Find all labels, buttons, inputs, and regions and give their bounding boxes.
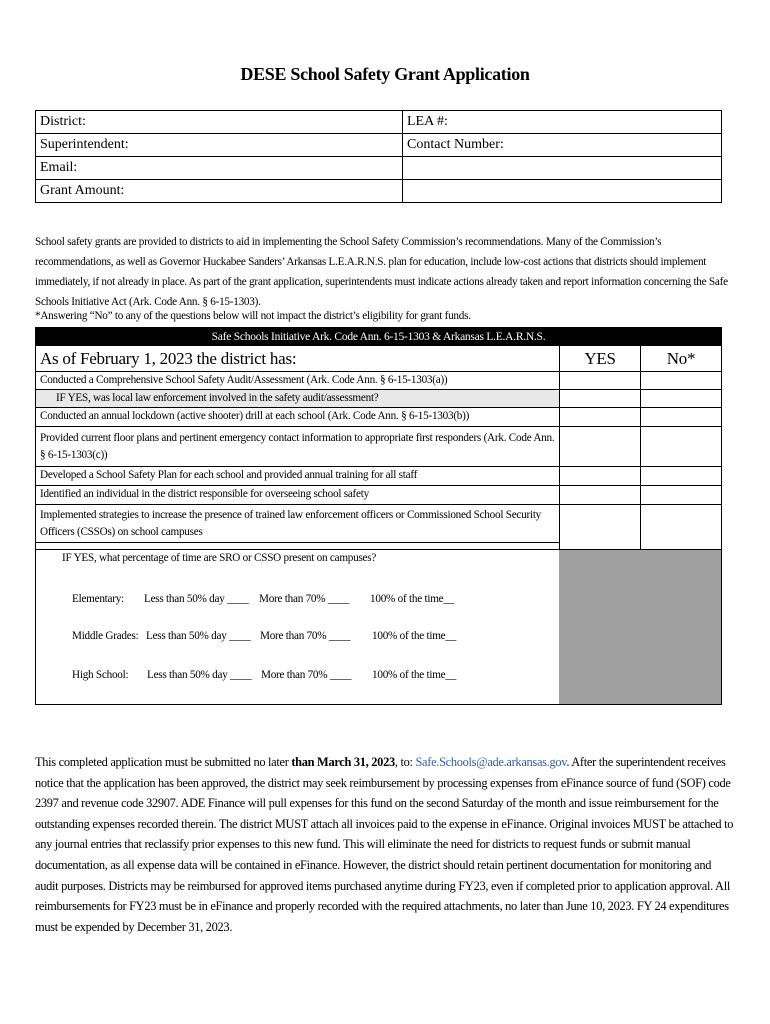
level-option[interactable]: More than 70% ____	[261, 669, 352, 681]
deadline-text: than March 31, 2023	[291, 755, 395, 769]
table-banner: Safe Schools Initiative Ark. Code Ann. 6-15-1303 & Arkansas L.E.A.R.N.S.	[36, 328, 721, 346]
level-option[interactable]: More than 70% ____	[259, 593, 350, 605]
empty-cell	[403, 180, 722, 203]
intro-paragraph: School safety grants are provided to districts to aid in implementing the School Safety Commission’s recommendations. Many of the Commission’s recommendations, as well as Governor Huckabee Sanders’ Arkansas L.E.A.R.N.S. plan for education, include low-cost actions that districts should implement immediately, if not already in place. As part of the grant application, superintendents must indicate actions already taken and report information concerning the Safe Schools Initiative Act (Ark. Code Ann. § 6-15-1303).	[35, 236, 728, 308]
divider	[559, 407, 721, 408]
submission-instructions	[35, 752, 737, 937]
table-row	[36, 372, 559, 390]
level-option[interactable]: 100% of the time__	[370, 593, 455, 605]
divider	[559, 504, 721, 505]
instructions-text: This completed application must be submitted no later	[35, 755, 292, 769]
column-divider	[640, 372, 641, 550]
level-option[interactable]: More than 70% ____	[260, 630, 351, 642]
shaded-cell	[559, 549, 721, 704]
table-row	[36, 550, 559, 570]
table-row	[36, 390, 559, 408]
applicant-info-table	[35, 110, 722, 203]
level-option[interactable]: Less than 50% day ____	[144, 593, 249, 605]
no-header: No*	[640, 346, 721, 372]
level-option[interactable]: 100% of the time__	[372, 669, 457, 681]
level-option[interactable]: Less than 50% day ____	[147, 669, 252, 681]
safety-checklist-table	[35, 327, 722, 705]
divider	[559, 389, 721, 390]
row-label: Identified an individual in the district responsible for overseeing school safety	[40, 488, 369, 500]
empty-cell	[403, 157, 722, 180]
instructions-text: . After the superintendent receives notice that the application has been approved, the district may seek reimbursement by processing expenses from eFinance source of fund (SOF) code 2397 and revenue code 32907. ADE Finance will pull expenses for this fund on the second Saturday of the month and issue reimbursement for the outstanding expenses recorded therein. The district MUST attach all invoices paid to the expense in eFinance. Original invoices MUST be attached to any journal entries that reclassify prior expenses to this new fund. This will eliminate the need for districts to request funds or submit manual documentation, as all expense data will be contained in eFinance. However, the district should retain pertinent documentation for monitoring and audit purposes. Districts may be reimbursed for approved items purchased anytime during FY23, even if completed prior to application approval. All reimbursements for FY23 must be in eFinance and properly recorded with the required attachments, no later than June 10, 2023. FY 24 expenditures must be expended by December 31, 2023.	[35, 755, 734, 934]
district-field[interactable]: District:	[36, 111, 403, 134]
row-label: IF YES, was local law enforcement involved in the safety audit/assessment?	[56, 392, 379, 404]
level-option[interactable]: Less than 50% day ____	[146, 630, 251, 642]
divider	[559, 485, 721, 486]
grant-amount-field[interactable]: Grant Amount:	[36, 180, 403, 203]
level-option[interactable]: 100% of the time__	[372, 630, 457, 642]
divider	[559, 466, 721, 467]
yes-header: YES	[559, 346, 640, 372]
table-row	[36, 486, 559, 505]
eligibility-note: *Answering “No” to any of the questions below will not impact the district’s eligibility for grant funds.	[35, 310, 471, 322]
row-label: Conducted an annual lockdown (active shooter) drill at each school (Ark. Code Ann. § 6-15-1303(b))	[40, 410, 470, 422]
level-label: High School:	[72, 669, 129, 681]
row-label: Implemented strategies to increase the presence of trained law enforcement officers or Commissioned School Security Officers (CSSOs) on school campuses	[40, 509, 542, 538]
divider	[559, 426, 721, 427]
email-link[interactable]: Safe.Schools@ade.arkansas.gov	[415, 755, 567, 769]
row-label: Provided current floor plans and pertinent emergency contact information to appropriate first responders (Ark. Code Ann. § 6-15-1303(c))	[40, 432, 555, 461]
table-row	[36, 427, 559, 467]
row-label: Developed a School Safety Plan for each school and provided annual training for all staff	[40, 469, 418, 481]
table-row	[36, 467, 559, 486]
instructions-text: , to:	[394, 755, 416, 769]
row-label: Conducted a Comprehensive School Safety Audit/Assessment (Ark. Code Ann. § 6-15-1303(a))	[40, 374, 448, 386]
level-label: Middle Grades:	[72, 630, 139, 642]
email-field[interactable]: Email:	[36, 157, 403, 180]
level-label: Elementary:	[72, 593, 124, 605]
superintendent-field[interactable]: Superintendent:	[36, 134, 403, 157]
table-row	[36, 408, 559, 427]
page-title: DESE School Safety Grant Application	[240, 64, 530, 84]
divider	[36, 549, 721, 550]
contact-number-field[interactable]: Contact Number:	[403, 134, 722, 157]
table-row	[36, 505, 559, 543]
row-label: IF YES, what percentage of time are SRO or CSSO present on campuses?	[62, 552, 377, 564]
lea-field[interactable]: LEA #:	[403, 111, 722, 134]
question-header: As of February 1, 2023 the district has:	[36, 346, 559, 372]
